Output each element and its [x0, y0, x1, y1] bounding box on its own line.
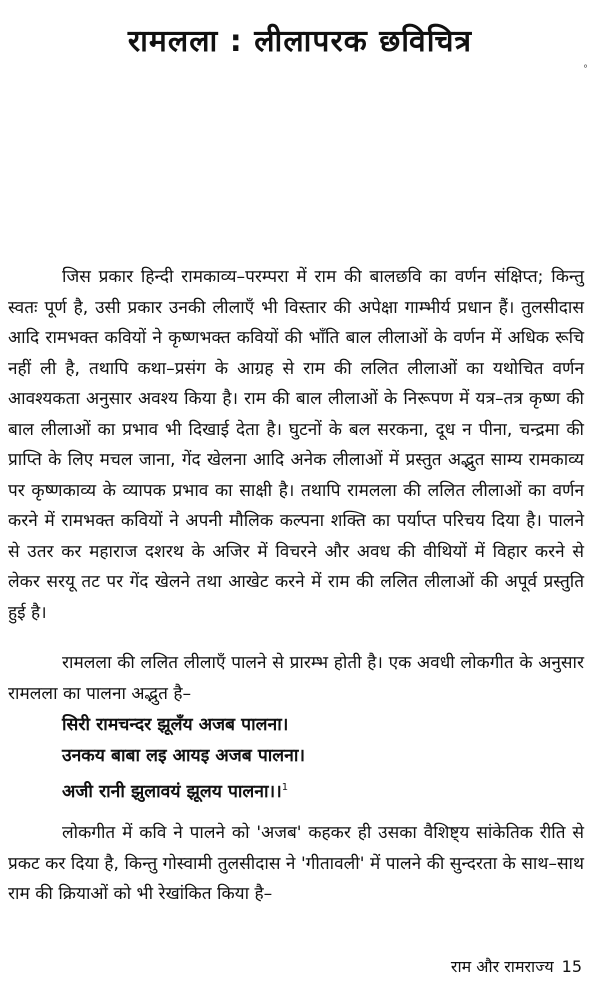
page-number: 15 — [561, 957, 582, 976]
verse-line-3 — [62, 772, 582, 808]
running-book-title: राम और रामराज्य — [450, 957, 554, 976]
chapter-title: रामलला : लीलापरक छविचित्र — [127, 24, 473, 59]
verse-line-1: सिरी रामचन्दर झूलँय अजब पालना। — [62, 715, 289, 735]
verse-line-3-text: अजी रानी झुलावयं झूलय पालना।। — [62, 781, 282, 802]
paragraph-2: रामलला की ललित लीलाएँ पालने से प्रारम्भ होती है। एक अवधी लोकगीत के अनुसार रामलला का पालना अद्भुत है– — [8, 653, 584, 704]
page-footer — [451, 955, 582, 977]
verse-line-2: उनकय बाबा लइ आयइ अजब पालना। — [62, 746, 306, 766]
paragraph-1: जिस प्रकार हिन्दी रामकाव्य–परम्परा में राम की बालछवि का वर्णन संक्षिप्त; किन्तु स्वतः पूर्ण है, उसी प्रकार उनकी लीलाएँ भी विस्तार की अपेक्षा गाम्भीर्य प्रधान हैं। तुलसीदास आदि रामभक्त कवियों ने कृष्णभक्त कवियों की भाँति बाल लीलाओं के वर्णन में अधिक रूचि नहीं ली है, तथापि कथा–प्रसंग के आग्रह से राम की ललित लीलाओं का यथोचित वर्णन आवश्यकता अनुसार अवश्य किया है। राम की बाल लीलाओं के निरूपण में यत्र–तत्र कृष्ण की बाल लीलाओं का प्रभाव भी दिखाई देता है। घुटनों के बल सरकना, दूध न पीना, चन्द्रमा की प्राप्ति के लिए मचल जाना, गेंद खेलना आदि अनेक लीलाओं में प्रस्तुत अद्भुत साम्य रामकाव्य पर कृष्णकाव्य के व्यापक प्रभाव का साक्षी है। तथापि रामलला की ललित लीलाओं का वर्णन करने में रामभक्त कवियों ने अपनी मौलिक कल्पना शक्ति का पर्याप्त परिचय दिया है। पालने से उतर कर महाराज दशरथ के अजिर में विचरने और अवध की वीथियों में विहार करने से लेकर सरयू तट पर गेंद खेलने तथा आखेट करने में राम की ललित लीलाओं की अपूर्व प्रस्तुति हुई है। — [8, 267, 584, 623]
paragraph-3: लोकगीत में कवि ने पालने को 'अजब' कहकर ही उसका वैशिष्ट्य सांकेतिक रीति से प्रकट कर दिया है, किन्तु गोस्वामी तुलसीदास ने 'गीतावली' में पालने की सुन्दरता के साथ–साथ राम की क्रियाओं को भी रेखांकित किया है– — [8, 823, 584, 904]
footnote-reference: 1 — [281, 782, 289, 793]
folk-song-verse — [62, 710, 582, 808]
scan-mark: ° — [583, 64, 588, 75]
